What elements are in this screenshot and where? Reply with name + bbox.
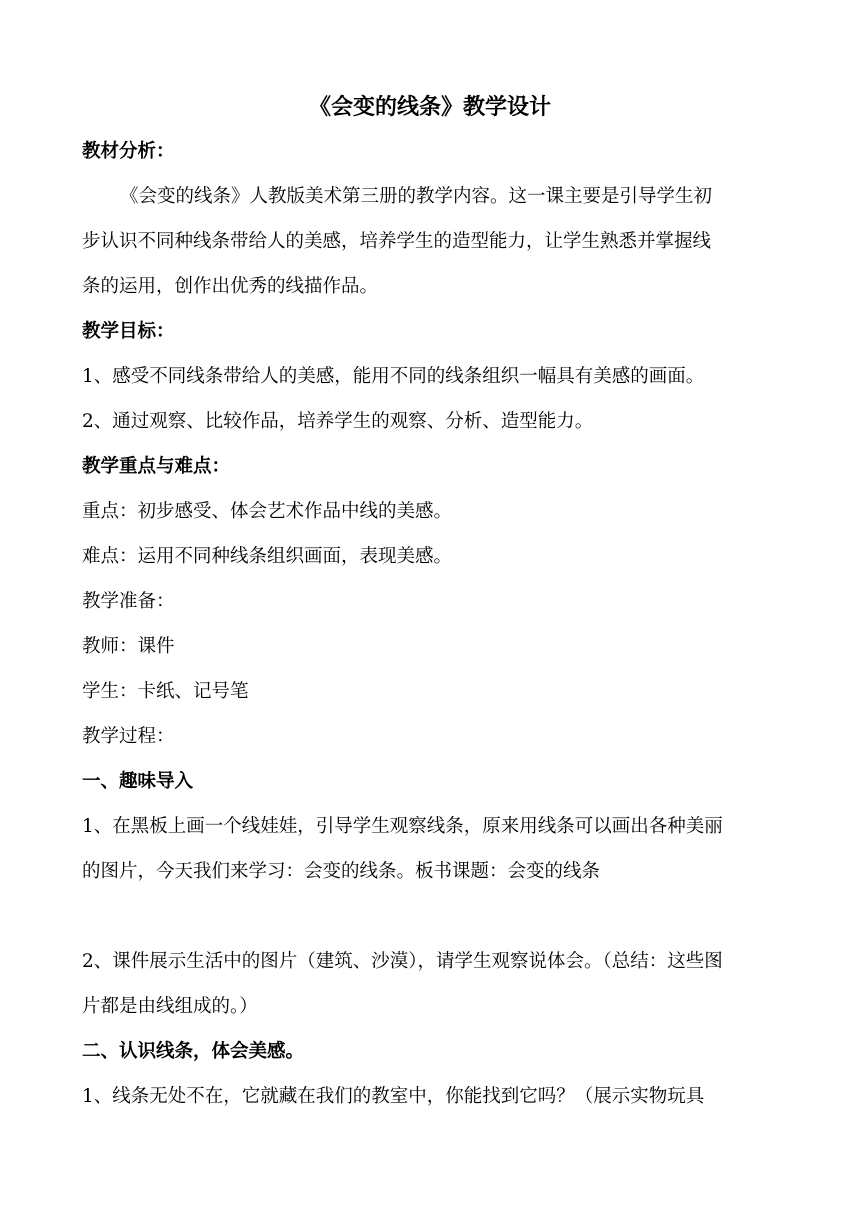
goals-heading: 教学目标： [82, 321, 175, 342]
preparation-heading: 教学准备： [82, 591, 175, 612]
part-1-heading: 一、趣味导入 [82, 771, 194, 792]
part-1-item-2-line-2: 片都是由线组成的。） [82, 996, 258, 1017]
part-1-item-1-line-1: 1、在黑板上画一个线娃娃，引导学生观察线条，原来用线条可以画出各种美丽 [82, 816, 723, 837]
material-heading: 教材分析： [82, 141, 175, 162]
material-paragraph-line-3: 条的运用，创作出优秀的线描作品。 [82, 276, 379, 297]
document-title: 《会变的线条》教学设计 [308, 94, 551, 120]
part-2-item-1-line-1: 1、线条无处不在，它就藏在我们的教室中，你能找到它吗？（展示实物玩具 [82, 1086, 705, 1107]
preparation-student: 学生：卡纸、记号笔 [82, 681, 249, 702]
material-paragraph-line-2: 步认识不同种线条带给人的美感，培养学生的造型能力，让学生熟悉并掌握线 [82, 231, 712, 252]
difficulty-point: 难点：运用不同种线条组织画面，表现美感。 [82, 546, 453, 567]
goal-item-1: 1、感受不同线条带给人的美感，能用不同的线条组织一幅具有美感的画面。 [82, 366, 705, 387]
material-paragraph-line-1: 《会变的线条》人教版美术第三册的教学内容。这一课主要是引导学生初 [120, 186, 713, 207]
preparation-teacher: 教师：课件 [82, 636, 175, 657]
key-points-heading: 教学重点与难点： [82, 456, 231, 477]
part-1-item-2-line-1: 2、课件展示生活中的图片（建筑、沙漠），请学生观察说体会。（总结：这些图 [82, 951, 723, 972]
part-1-item-1-line-2: 的图片，今天我们来学习：会变的线条。板书课题：会变的线条 [82, 861, 601, 882]
goal-item-2: 2、通过观察、比较作品，培养学生的观察、分析、造型能力。 [82, 411, 594, 432]
part-2-heading: 二、认识线条，体会美感。 [82, 1041, 305, 1062]
key-point: 重点：初步感受、体会艺术作品中线的美感。 [82, 501, 453, 522]
process-heading: 教学过程： [82, 726, 175, 747]
